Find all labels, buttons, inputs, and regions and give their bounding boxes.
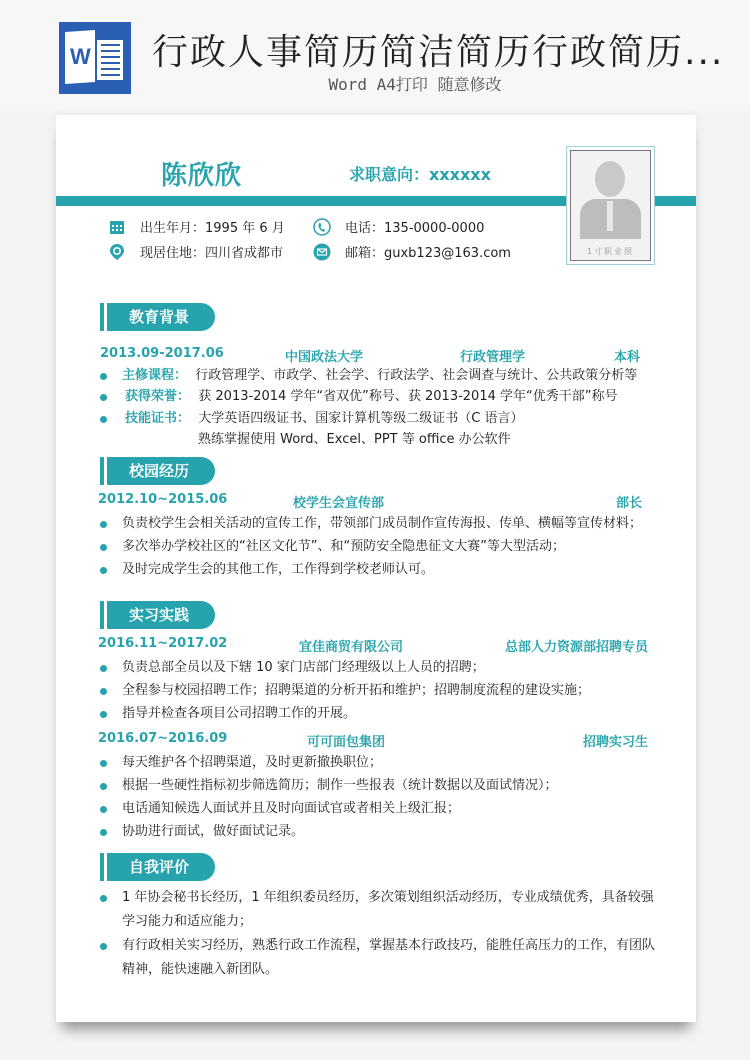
- campus-row: 2012.10~2015.06 校学生会宣传部 部长: [98, 492, 643, 511]
- bullet-icon: [100, 373, 107, 380]
- internship-row: 2016.11~2017.02 宜佳商贸有限公司 总部人力资源部招聘专员: [98, 636, 649, 655]
- phone-icon: [313, 218, 331, 236]
- document-title: 行政人事简历简洁简历行政简历...: [152, 32, 725, 73]
- self-eval-item: 有行政相关实习经历，熟悉行政工作流程，掌握基本行政技巧，能胜任高压力的工作，有团队精神，能快速融入新团队。: [100, 934, 660, 982]
- job-intent: 求职意向：xxxxxx: [349, 165, 491, 184]
- bullet-icon: [100, 665, 107, 672]
- word-letter: W: [70, 44, 91, 69]
- section-education-header: 教育背景: [100, 303, 215, 331]
- bullet-icon: [100, 895, 107, 902]
- education-skills-extra: 熟练掌握使用 Word、Excel、PPT 等 office 办公软件: [198, 432, 511, 447]
- section-internship-header: 实习实践: [100, 601, 215, 629]
- bullet-icon: [100, 688, 107, 695]
- section-self-eval-header: 自我评价: [100, 853, 215, 881]
- info-birth: 出生年月：1995 年 6 月: [108, 217, 285, 236]
- info-address: 现居住地：四川省成都市: [108, 242, 283, 261]
- preview-header: [0, 0, 750, 110]
- section-campus-header: 校园经历: [100, 457, 215, 485]
- email-icon: [313, 243, 331, 261]
- photo-frame: [566, 146, 655, 265]
- info-email: 邮箱：guxb123@163.com: [313, 242, 511, 261]
- bullet-icon: [100, 416, 107, 423]
- document-subtitle: Word A4打印 随意修改: [328, 75, 502, 94]
- bullet-icon: [100, 943, 107, 950]
- location-pin-icon: [108, 243, 126, 261]
- bullet-icon: [100, 394, 107, 401]
- self-eval-item: 1 年协会秘书长经历，1 年组织委员经历，多次策划组织活动经历，专业成绩优秀，具备较强学习能力和适应能力；: [100, 886, 660, 934]
- bullet-icon: [100, 783, 107, 790]
- education-row: 2013.09-2017.06 中国政法大学 行政管理学 本科: [100, 346, 641, 365]
- candidate-name: 陈欣欣: [161, 161, 243, 191]
- bullet-icon: [100, 829, 107, 836]
- bullet-icon: [100, 806, 107, 813]
- internship-row: 2016.07~2016.09 可可面包集团 招聘实习生: [98, 731, 649, 750]
- calendar-icon: [108, 218, 126, 236]
- resume-page: 陈欣欣 求职意向：xxxxxx 1寸职业照 出生年月：1995 年 6 月 现居住地：四川省成都市 电话：135-0000-0000 邮箱：guxb123@163.com 教育背景 2013.09-2017.06 中国政法大学 行政管理学 本科 主修课程： 行政管理学、市政学、社会学、行政法学、社会调查与统计、公共政策分析等 获得荣誉： 获 2013-2014 学年“省双优”称号、获 2013-2014 学年“优秀干部”称号 技能证书： 大学英语四级证书、国家计算机等级二级证书（C 语言） 熟练掌握使用 Word、Excel、PPT 等 office 办公软件 校园经历 2012.10~2015.06 校学生会宣传部 部长 负责校学生会相关活动的宣传工作，带领部门成员制作宣传海报、传单、横幅等宣传材料； 多次举办学校社区的“社区文化节”、和“预防安全隐患征文大赛”等大型活动； 及时完成学生会的其他工作，工作得到学校老师认可。 实习实践 2016.11~2017.02 宜佳商贸有限公司 总部人力资源部招聘专员 负责总部全员以及下辖 10 家门店部门经理级以上人员的招聘； 全程参与校园招聘工作；招聘渠道的分析开拓和维护；招聘制度流程的建设实施； 指导并检查各项目公司招聘工作的开展。 2016.07~2016.09 可可面包集团 招聘实习生 每天维护各个招聘渠道，及时更新撤换职位； 根据一些硬性指标初步筛选简历；制作一些报表（统计数据以及面试情况）； 电话通知候选人面试并且及时向面试官或者相关上级汇报； 协助进行面试，做好面试记录。 自我评价 1 年协会秘书长经历，1 年组织委员经历，多次策划组织活动经历，专业成绩优秀，具备较强学习能力和适应能力； 有行政相关实习经历，熟悉行政工作流程，掌握基本行政技巧，能胜任高压力的工作，有团队精神，能快速融入新团队。: [56, 115, 696, 1022]
- info-phone: 电话：135-0000-0000: [313, 217, 484, 236]
- bullet-icon: [100, 521, 107, 528]
- bullet-icon: [100, 544, 107, 551]
- bullet-icon: [100, 567, 107, 574]
- bullet-icon: [100, 711, 107, 718]
- photo-caption: 1寸职业照: [586, 247, 635, 256]
- avatar-placeholder: [570, 150, 651, 261]
- bullet-icon: [100, 760, 107, 767]
